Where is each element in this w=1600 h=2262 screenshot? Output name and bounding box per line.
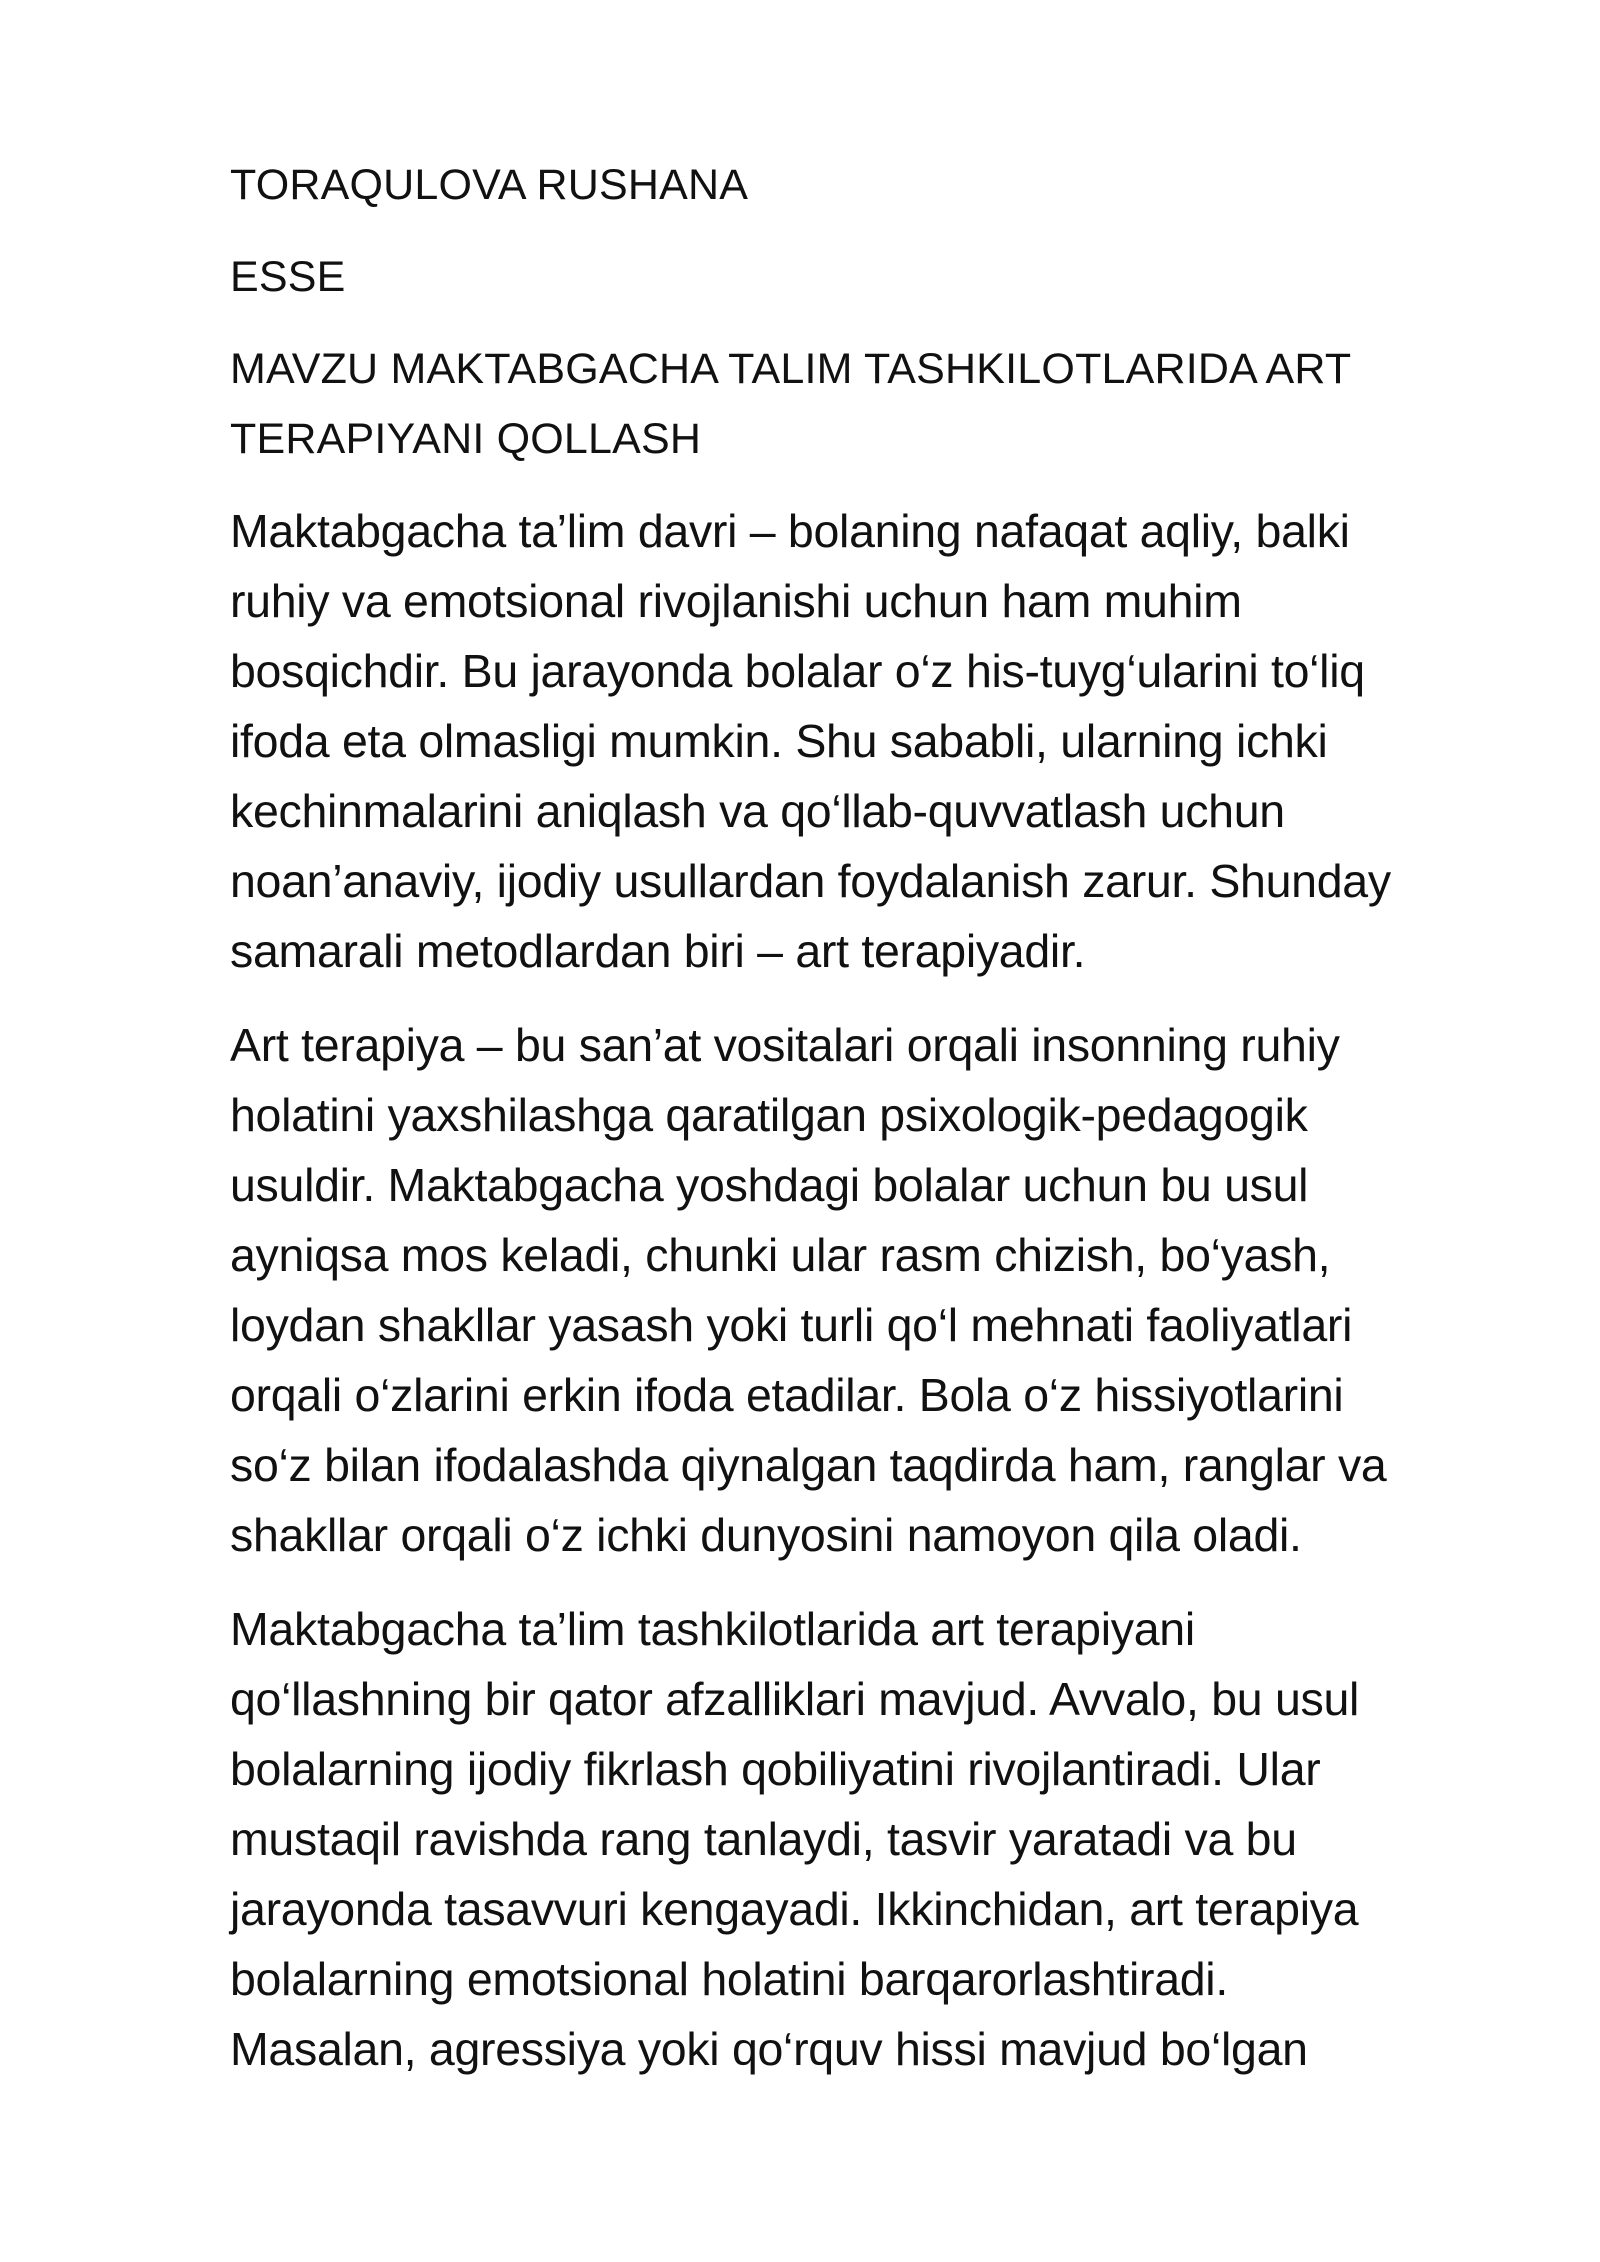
paragraph-line: usuldir. Maktabgacha yoshdagi bolalar uchun bu usul bbox=[230, 1159, 1309, 1211]
document-page bbox=[230, 150, 1500, 2108]
paragraph-line: bosqichdir. Bu jarayonda bolalar o‘z his-tuyg‘ularini to‘liq bbox=[230, 645, 1365, 697]
paragraph-line: ayniqsa mos keladi, chunki ular rasm chizish, bo‘yash, bbox=[230, 1229, 1331, 1281]
paragraph-line: so‘z bilan ifodalashda qiynalgan taqdirda ham, ranglar va bbox=[230, 1439, 1387, 1491]
paragraph-1 bbox=[230, 496, 1520, 986]
topic-heading bbox=[230, 334, 1460, 474]
author-name: TORAQULOVA RUSHANA bbox=[230, 161, 749, 209]
paragraph-line: ruhiy va emotsional rivojlanishi uchun ham muhim bbox=[230, 575, 1242, 627]
paragraph-line: Maktabgacha ta’lim tashkilotlarida art terapiyani bbox=[230, 1603, 1195, 1655]
paragraph-line: Maktabgacha ta’lim davri – bolaning nafaqat aqliy, balki bbox=[230, 505, 1350, 557]
paragraph-line: noan’anaviy, ijodiy usullardan foydalanish zarur. Shunday bbox=[230, 855, 1391, 907]
paragraph-line: samarali metodlardan biri – art terapiyadir. bbox=[230, 925, 1086, 977]
topic-line: MAVZU MAKTABGACHA TALIM TASHKILOTLARIDA ART bbox=[230, 345, 1352, 393]
paragraph-line: qo‘llashning bir qator afzalliklari mavjud. Avvalo, bu usul bbox=[230, 1673, 1360, 1725]
paragraph-line: bolalarning emotsional holatini barqarorlashtiradi. bbox=[230, 1953, 1228, 2005]
paragraph-line: kechinmalarini aniqlash va qo‘llab-quvvatlash uchun bbox=[230, 785, 1285, 837]
paragraph-line: Art terapiya – bu san’at vositalari orqali insonning ruhiy bbox=[230, 1019, 1340, 1071]
topic-line: TERAPIYANI QOLLASH bbox=[230, 415, 702, 463]
paragraph-line: bolalarning ijodiy fikrlash qobiliyatini rivojlantiradi. Ular bbox=[230, 1743, 1321, 1795]
paragraph-2 bbox=[230, 1010, 1520, 1570]
paragraph-line: jarayonda tasavvuri kengayadi. Ikkinchidan, art terapiya bbox=[230, 1883, 1359, 1935]
paragraph-line: ifoda eta olmasligi mumkin. Shu sababli, ularning ichki bbox=[230, 715, 1328, 767]
paragraph-line: orqali o‘zlarini erkin ifoda etadilar. Bola o‘z hissiyotlarini bbox=[230, 1369, 1344, 1421]
paragraph-line: loydan shakllar yasash yoki turli qo‘l mehnati faoliyatlari bbox=[230, 1299, 1353, 1351]
paragraph-line: mustaqil ravishda rang tanlaydi, tasvir yaratadi va bu bbox=[230, 1813, 1297, 1865]
document-genre: ESSE bbox=[230, 253, 346, 301]
paragraph-3 bbox=[230, 1594, 1520, 2084]
paragraph-line: shakllar orqali o‘z ichki dunyosini namoyon qila oladi. bbox=[230, 1509, 1302, 1561]
paragraph-line: Masalan, agressiya yoki qo‘rquv hissi mavjud bo‘lgan bbox=[230, 2023, 1308, 2075]
paragraph-line: holatini yaxshilashga qaratilgan psixologik-pedagogik bbox=[230, 1089, 1308, 1141]
